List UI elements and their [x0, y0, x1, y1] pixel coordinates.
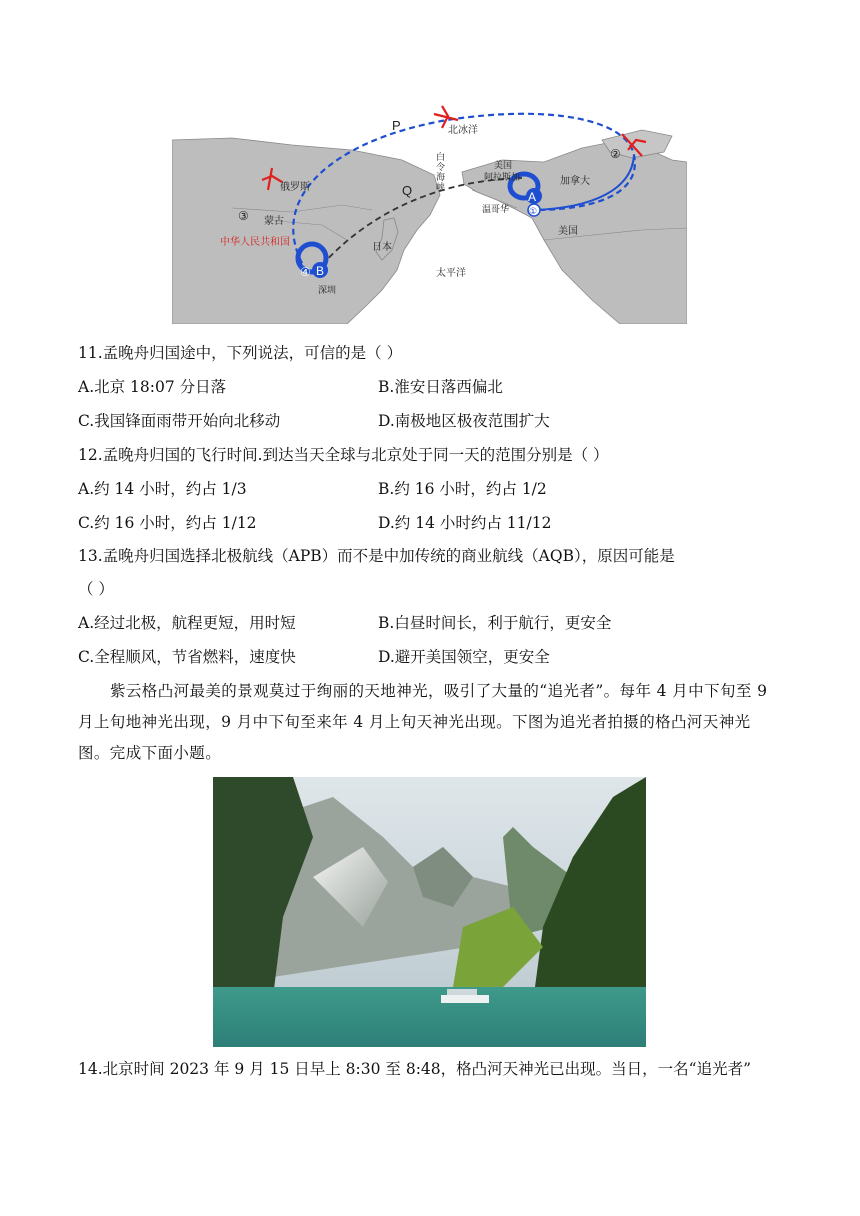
q11-option-d: D.南极地区极夜范围扩大	[378, 412, 550, 430]
q12-option-b: B.约 16 小时，约占 1/2	[378, 480, 547, 498]
q13-option-d: D.避开美国领空，更安全	[378, 648, 550, 666]
label-alaska: 阿拉斯加	[484, 172, 521, 182]
q14-stem: 14.北京时间 2023 年 9 月 15 日早上 8:30 至 8:48，格凸河天神光已出现。当日，一名“追光者”	[78, 1060, 751, 1078]
q13-option-b: B.白昼时间长，利于航行，更安全	[378, 614, 612, 632]
label-num1: ①	[529, 207, 538, 217]
q13-option-c: C.全程顺风，节省燃料，速度快	[78, 648, 296, 666]
map-svg	[172, 100, 687, 324]
photo-svg	[213, 777, 646, 1047]
label-usa: 美国	[558, 226, 578, 237]
label-num2: ②	[610, 147, 621, 161]
label-vancouver: 温哥华	[482, 204, 510, 214]
q11-option-b: B.淮安日落西偏北	[378, 378, 503, 396]
q12-stem: 12.孟晚舟归国的飞行时间.到达当天全球与北京处于同一天的范围分别是（ ）	[78, 446, 609, 464]
q12-option-a: A.约 14 小时，约占 1/3	[78, 480, 247, 498]
q12-option-c: C.约 16 小时，约占 1/12	[78, 514, 257, 532]
label-bering-4: 峡	[436, 182, 446, 192]
label-russia: 俄罗斯	[280, 182, 310, 193]
q13-stem: 13.孟晚舟归国选择北极航线（APB）而不是中加传统的商业航线（AQB），原因可能是	[78, 547, 675, 565]
q13-stem-paren: （ ）	[78, 580, 114, 598]
label-num3: ③	[238, 209, 249, 223]
flight-route-map	[172, 100, 687, 324]
intro-paragraph: 紫云格凸河最美的景观莫过于绚丽的天地神光，吸引了大量的“追光者”。每年 4 月中下旬至 9 月上旬地神光出现，9 月中下旬至来年 4 月上旬天神光出现。下图为追光者拍摄的格凸河天神光图。完成下面小题。	[78, 682, 768, 762]
label-usa-alaska: 美国	[494, 160, 513, 170]
label-japan: 日本	[372, 242, 392, 253]
label-bering-1: 白	[436, 152, 446, 162]
label-point-q: Q	[402, 183, 413, 198]
q11-option-a: A.北京 18:07 分日落	[78, 378, 227, 396]
label-prc: 中华人民共和国	[220, 237, 290, 248]
label-point-p: P	[392, 118, 401, 133]
label-bering-3: 海	[436, 172, 446, 182]
getu-river-photo	[213, 777, 646, 1047]
label-arctic-ocean: 北冰洋	[448, 125, 478, 136]
label-point-b: B	[316, 264, 325, 278]
label-bering-2: 令	[436, 162, 446, 172]
q13-option-a: A.经过北极，航程更短，用时短	[78, 614, 296, 632]
q11-stem: 11.孟晚舟归国途中，下列说法，可信的是（ ）	[78, 344, 403, 362]
label-shenzhen: 深圳	[318, 285, 337, 295]
q12-option-d: D.约 14 小时约占 11/12	[378, 514, 552, 532]
label-mongolia: 蒙古	[264, 216, 284, 227]
label-num4: ④	[300, 265, 311, 279]
label-point-a: A	[528, 190, 537, 204]
label-pacific: 太平洋	[436, 268, 466, 279]
q11-option-c: C.我国锋面雨带开始向北移动	[78, 412, 281, 430]
label-canada: 加拿大	[560, 176, 590, 187]
